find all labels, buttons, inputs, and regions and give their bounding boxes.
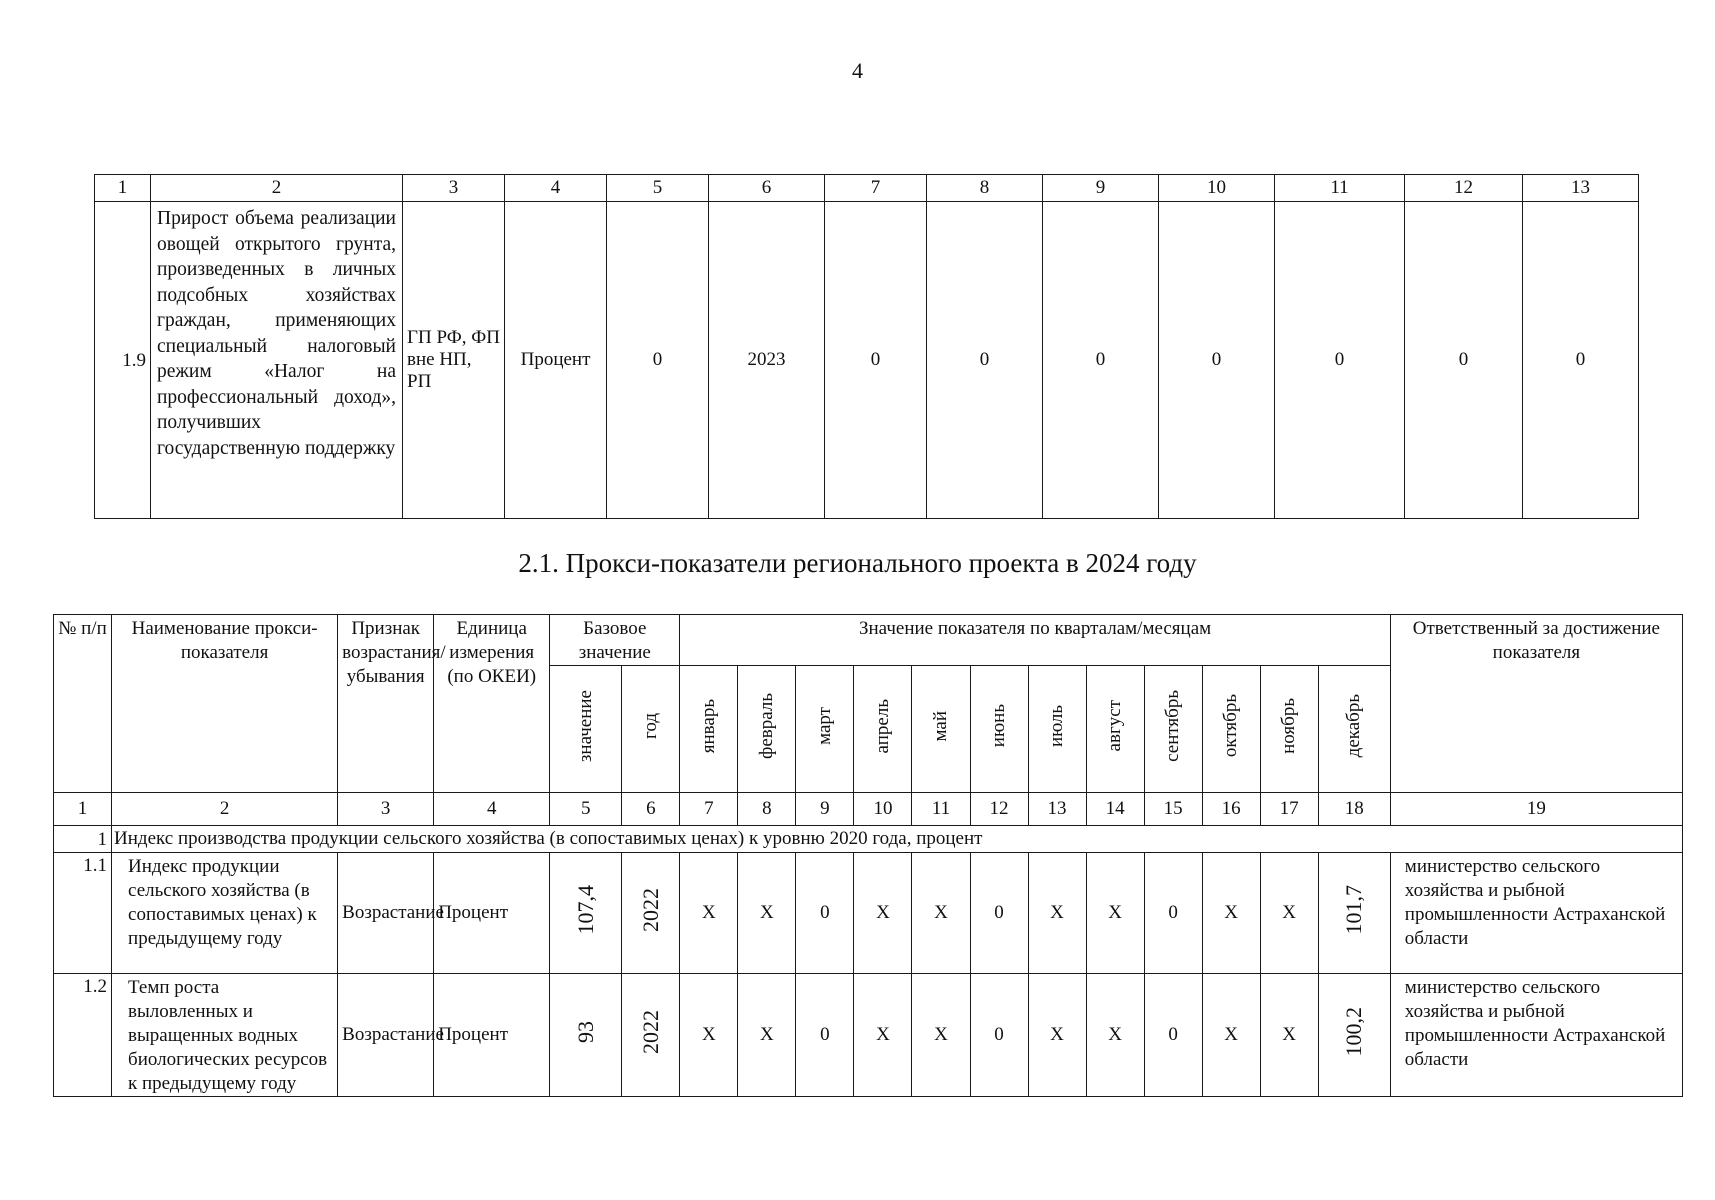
december-value-text: 100,2 [1341, 1007, 1367, 1057]
month-label: март [813, 707, 835, 745]
value-cell: 0 [1275, 202, 1405, 519]
month-value: X [680, 974, 738, 1097]
month-value: X [1260, 974, 1318, 1097]
month-value: 0 [796, 853, 854, 974]
header-month [970, 666, 1028, 793]
value-cell: 0 [1159, 202, 1275, 519]
month-value: X [854, 974, 912, 1097]
column-number: 5 [550, 793, 622, 826]
column-number: 6 [622, 793, 680, 826]
month-label: май [929, 710, 951, 742]
base-year-text: 2022 [637, 1010, 663, 1054]
month-label: январь [697, 698, 719, 754]
section-number: 1 [54, 826, 112, 853]
header-month [912, 666, 970, 793]
month-value: 0 [1144, 853, 1202, 974]
table1-col-10: 10 [1159, 175, 1275, 202]
december-value [1318, 853, 1390, 974]
month-value: X [1202, 974, 1260, 1097]
month-label: июль [1046, 704, 1068, 748]
month-value: X [1086, 853, 1144, 974]
header-responsible: Ответственный за достижение показателя [1390, 615, 1682, 793]
column-number: 9 [796, 793, 854, 826]
month-value: 0 [1144, 974, 1202, 1097]
column-number: 8 [738, 793, 796, 826]
header-name: Наименование прокси-показателя [112, 615, 338, 793]
base-year [622, 853, 680, 974]
responsible: министерство сельского хозяйства и рыбной промышленности Астраханской области [1390, 853, 1682, 974]
month-value: X [738, 853, 796, 974]
month-value: 0 [970, 853, 1028, 974]
row-number: 1.9 [95, 202, 151, 519]
month-label: апрель [871, 698, 893, 754]
month-label: декабрь [1343, 694, 1365, 758]
column-number: 4 [434, 793, 550, 826]
table-row [95, 202, 1639, 519]
proxy-indicators-table [53, 614, 1683, 1097]
table1-col-9: 9 [1043, 175, 1159, 202]
column-number: 11 [912, 793, 970, 826]
header-month [1028, 666, 1086, 793]
row-number: 1.2 [54, 974, 112, 1097]
header-month [1202, 666, 1260, 793]
table1-col-6: 6 [709, 175, 825, 202]
base-value [550, 974, 622, 1097]
base-value: 0 [607, 202, 709, 519]
month-value: 0 [970, 974, 1028, 1097]
table1-col-1: 1 [95, 175, 151, 202]
indicator-unit: Процент [505, 202, 607, 519]
column-number: 19 [1390, 793, 1682, 826]
table1-col-11: 11 [1275, 175, 1405, 202]
unit: Процент [434, 853, 550, 974]
month-value: X [738, 974, 796, 1097]
header-base-year [622, 666, 680, 793]
indicator-table-continuation [94, 174, 1639, 519]
column-number: 7 [680, 793, 738, 826]
column-number: 12 [970, 793, 1028, 826]
month-label: сентябрь [1162, 690, 1184, 762]
table1-col-2: 2 [151, 175, 403, 202]
month-label: август [1104, 700, 1126, 752]
base-year-text: 2022 [637, 888, 663, 932]
base-year: 2023 [709, 202, 825, 519]
table1-col-3: 3 [403, 175, 505, 202]
header-month [738, 666, 796, 793]
month-value: X [680, 853, 738, 974]
indicator-name: Прирост объема реализации овощей открытого грунта, произведенных в личных подсобных хозяйствах граждан, применяющих специальный налоговый режим «Налог на профессиональный доход», получивших государственную поддержку [151, 202, 403, 519]
month-value: X [1086, 974, 1144, 1097]
header-month [680, 666, 738, 793]
table2-header-row-1 [54, 615, 1683, 666]
header-month [854, 666, 912, 793]
table1-col-8: 8 [927, 175, 1043, 202]
row-number: 1.1 [54, 853, 112, 974]
header-month [1260, 666, 1318, 793]
value-cell: 0 [1043, 202, 1159, 519]
column-number: 16 [1202, 793, 1260, 826]
column-number: 15 [1144, 793, 1202, 826]
header-base-year-label: год [639, 713, 661, 739]
base-value [550, 853, 622, 974]
responsible: министерство сельского хозяйства и рыбной промышленности Астраханской области [1390, 974, 1682, 1097]
header-base-value [550, 666, 622, 793]
unit: Процент [434, 974, 550, 1097]
section-heading: Индекс производства продукции сельского хозяйства (в сопоставимых ценах) к уровню 2020 года, процент [112, 826, 1683, 853]
table1-header-row [95, 175, 1639, 202]
month-value: X [854, 853, 912, 974]
month-value: X [912, 853, 970, 974]
december-value-text: 101,7 [1341, 885, 1367, 935]
table-row [54, 853, 1683, 974]
column-number: 18 [1318, 793, 1390, 826]
column-number: 3 [338, 793, 434, 826]
column-number: 10 [854, 793, 912, 826]
column-number: 13 [1028, 793, 1086, 826]
table1-col-13: 13 [1523, 175, 1639, 202]
indicator-type: ГП РФ, ФП вне НП, РП [403, 202, 505, 519]
column-number: 2 [112, 793, 338, 826]
month-label: октябрь [1220, 694, 1242, 758]
month-value: X [1028, 974, 1086, 1097]
table1-col-7: 7 [825, 175, 927, 202]
table1-col-12: 12 [1405, 175, 1523, 202]
value-cell: 0 [1405, 202, 1523, 519]
base-year [622, 974, 680, 1097]
header-month [796, 666, 854, 793]
header-sign: Признак возрастания/ убывания [338, 615, 434, 793]
growth-sign: Возрастание [338, 853, 434, 974]
header-period: Значение показателя по кварталам/месяцам [680, 615, 1390, 666]
column-number: 14 [1086, 793, 1144, 826]
column-numbers-row [54, 793, 1683, 826]
month-label: февраль [755, 693, 777, 759]
base-value-text: 107,4 [572, 885, 598, 935]
table1-col-4: 4 [505, 175, 607, 202]
growth-sign: Возрастание [338, 974, 434, 1097]
page-number: 4 [852, 58, 863, 83]
value-cell: 0 [825, 202, 927, 519]
value-cell: 0 [927, 202, 1043, 519]
header-month [1318, 666, 1390, 793]
month-value: 0 [796, 974, 854, 1097]
base-value-text: 93 [572, 1021, 598, 1043]
column-number: 1 [54, 793, 112, 826]
month-label: ноябрь [1278, 698, 1300, 754]
month-value: X [1028, 853, 1086, 974]
month-label: июнь [988, 704, 1010, 748]
header-month [1086, 666, 1144, 793]
value-cell: 0 [1523, 202, 1639, 519]
december-value [1318, 974, 1390, 1097]
proxy-indicator-name: Темп роста выловленных и выращенных водных биологических ресурсов к предыдущему году [112, 974, 338, 1097]
header-month [1144, 666, 1202, 793]
month-value: X [1260, 853, 1318, 974]
month-value: X [1202, 853, 1260, 974]
section-row [54, 826, 1683, 853]
month-value: X [912, 974, 970, 1097]
table1-col-5: 5 [607, 175, 709, 202]
table-row [54, 974, 1683, 1097]
header-base-value-label: значение [574, 689, 596, 763]
header-base: Базовое значение [550, 615, 680, 666]
header-number: № п/п [54, 615, 112, 793]
proxy-indicator-name: Индекс продукции сельского хозяйства (в сопоставимых ценах) к предыдущему году [112, 853, 338, 974]
column-number: 17 [1260, 793, 1318, 826]
header-unit: Единица измерения (по ОКЕИ) [434, 615, 550, 793]
section-title: 2.1. Прокси-показатели регионального проекта в 2024 году [518, 548, 1197, 578]
